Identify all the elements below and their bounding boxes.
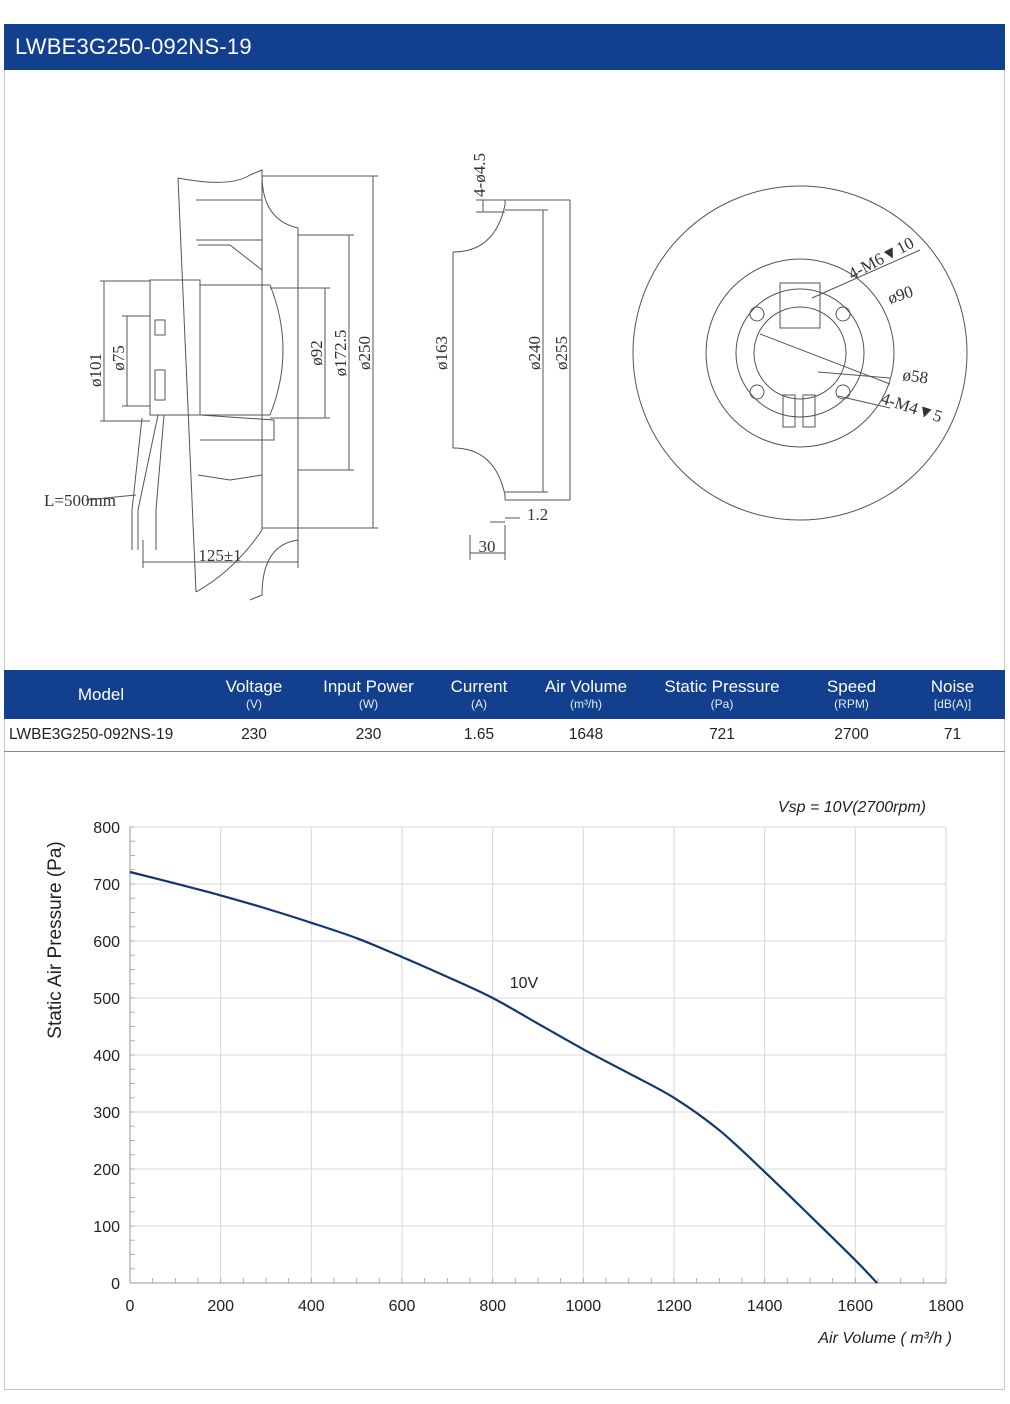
dim-d172-5: ø172.5 — [331, 329, 350, 377]
dim-1-2: 1.2 — [527, 505, 549, 524]
dim-cable-length: L=500mm — [44, 491, 116, 510]
cell-input-power: 230 — [355, 726, 382, 743]
dim-d250: ø250 — [355, 336, 374, 370]
chart-annotation: Vsp = 10V(2700rpm) — [777, 799, 926, 816]
header-current: Current (A) — [450, 677, 508, 711]
performance-chart — [0, 760, 1010, 1380]
dim-d58: ø58 — [901, 365, 930, 388]
dimension-drawings — [0, 70, 1010, 670]
y-tick-label: 300 — [93, 1105, 120, 1122]
y-tick-label: 800 — [93, 820, 120, 837]
header-model: Model — [77, 685, 125, 704]
y-tick-label: 600 — [93, 934, 120, 951]
dim-30: 30 — [478, 537, 496, 556]
y-axis-label: Static Air Pressure (Pa) — [45, 841, 66, 1039]
header-voltage: Voltage (V) — [225, 677, 283, 711]
dim-d240: ø240 — [525, 336, 544, 370]
x-axis-label: Air Volume ( m³/h ) — [818, 1330, 952, 1347]
header-speed: Speed (RPM) — [826, 677, 877, 711]
inlet-ring-dimension-lines — [470, 200, 570, 560]
x-tick-label: 1200 — [656, 1298, 692, 1315]
spec-table — [4, 670, 1005, 752]
dim-d255: ø255 — [552, 336, 571, 370]
header-static-pressure: Static Pressure (Pa) — [664, 677, 780, 711]
dim-d75: ø75 — [109, 345, 128, 371]
x-tick-label: 1800 — [928, 1298, 964, 1315]
x-tick-label: 800 — [479, 1298, 507, 1315]
cell-noise: 71 — [943, 726, 962, 743]
dim-d92: ø92 — [307, 340, 326, 366]
x-tick-label: 1000 — [565, 1298, 602, 1315]
x-tick-label: 1600 — [837, 1298, 874, 1315]
y-tick-label: 200 — [93, 1162, 120, 1179]
dim-m4-threads: 4-M4▼5 — [878, 388, 945, 427]
dim-d90: ø90 — [885, 281, 916, 308]
dim-holes-4-d4-5: 4-ø4.5 — [470, 153, 489, 197]
x-tick-labels — [126, 1298, 964, 1315]
table-row — [4, 719, 1005, 752]
x-tick-label: 1400 — [746, 1298, 783, 1315]
chart-grid — [130, 827, 946, 1283]
side-view-drawing — [132, 170, 298, 600]
cell-voltage: 230 — [241, 726, 267, 743]
x-tick-label: 0 — [125, 1298, 135, 1315]
dim-d101: ø101 — [86, 353, 105, 387]
spec-table-header — [4, 670, 1005, 719]
cell-air-volume: 1648 — [568, 726, 604, 743]
cell-model: LWBE3G250-092NS-19 — [9, 726, 174, 743]
series-label-10v: 10V — [509, 975, 539, 992]
cell-current: 1.65 — [463, 726, 495, 743]
y-tick-label: 700 — [93, 877, 120, 894]
y-tick-label: 100 — [93, 1219, 120, 1236]
page-title: LWBE3G250-092NS-19 — [4, 24, 1005, 70]
y-tick-label: 500 — [93, 991, 120, 1008]
dim-d163: ø163 — [432, 336, 451, 370]
x-tick-label: 200 — [207, 1298, 235, 1315]
x-tick-label: 400 — [297, 1298, 325, 1315]
x-tick-label: 600 — [388, 1298, 416, 1315]
rear-view-drawing — [633, 186, 967, 520]
cell-speed: 2700 — [834, 726, 869, 743]
dim-depth: 125±1 — [198, 546, 242, 565]
header-air-volume: Air Volume (m³/h) — [544, 677, 628, 711]
header-noise: Noise [dB(A)] — [930, 677, 975, 711]
y-tick-label: 0 — [111, 1276, 120, 1293]
cell-static-pressure: 721 — [709, 726, 735, 743]
dim-m6-threads: 4-M6▼10 — [844, 233, 918, 284]
y-tick-label: 400 — [93, 1048, 120, 1065]
y-tick-labels — [93, 820, 120, 1293]
header-input-power: Input Power (W) — [323, 677, 414, 711]
